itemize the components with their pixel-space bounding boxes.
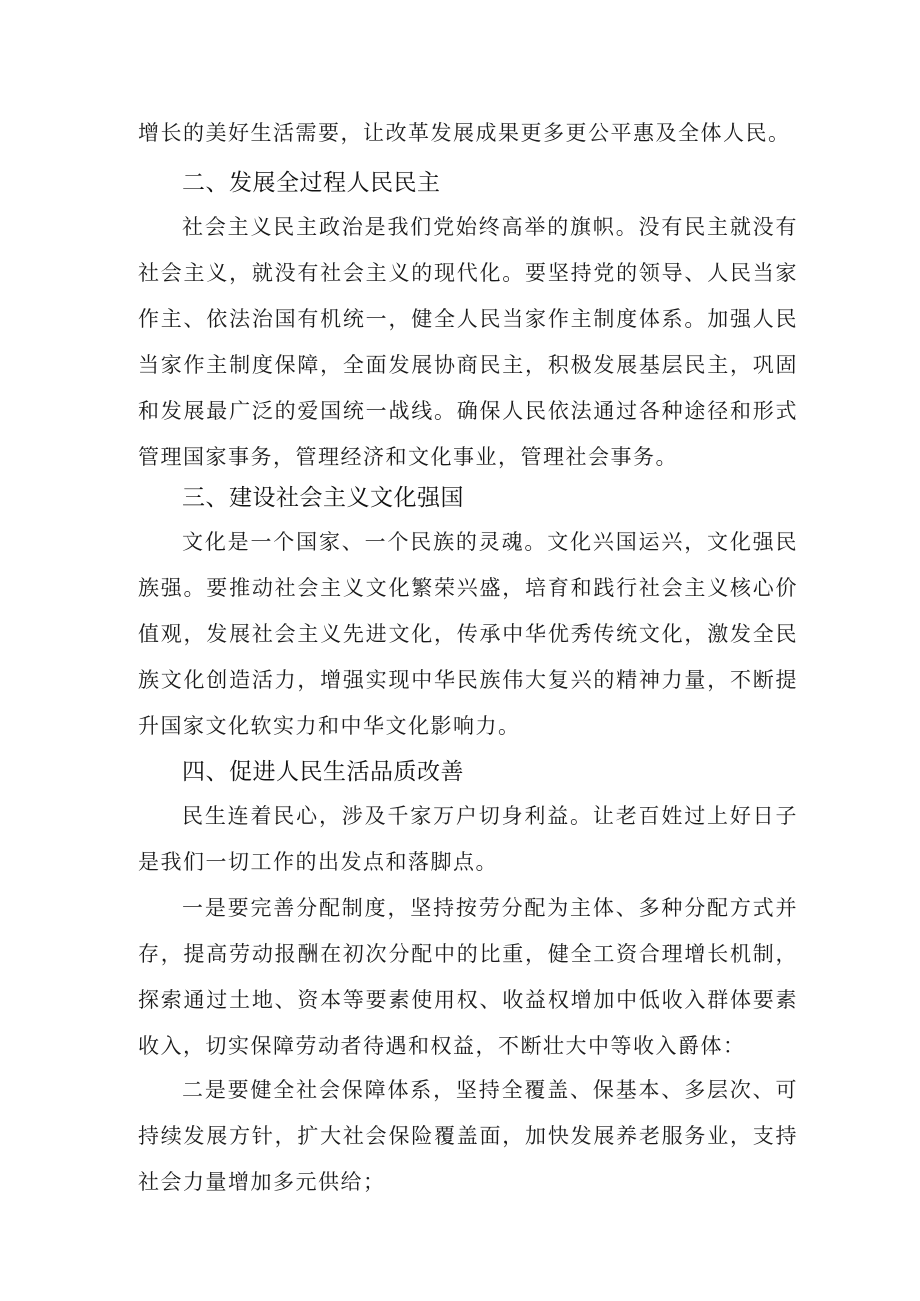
section-4-paragraph-1: 民生连着民心，涉及千家万户切身利益。让老百姓过上好日子是我们一切工作的出发点和落脚点。: [138, 804, 798, 874]
section-4-paragraph-2: 一是要完善分配制度，坚持按劳分配为主体、多种分配方式并存，提高劳动报酬在初次分配中的比重，健全工资合理增长机制，探索通过土地、资本等要素使用权、收益权增加中低收入群体要素收入，切实保障劳动者待遇和权益，不断壮大中等收入爵体：: [138, 896, 798, 1058]
section-2-paragraph: 社会主义民主政治是我们党始终高举的旗帜。没有民主就没有社会主义，就没有社会主义的现代化。要坚持党的领导、人民当家作主、依法治国有机统一，健全人民当家作主制度体系。加强人民当家作主制度保障，全面发展协商民主，积极发展基层民主，巩固和发展最广泛的爱国统一战线。确保人民依法通过各种途径和形式管理国家事务，管理经济和文化事业，管理社会事务。: [138, 215, 798, 469]
section-3-paragraph: 文化是一个国家、一个民族的灵魂。文化兴国运兴，文化强民族强。要推动社会主义文化繁荣兴盛，培育和践行社会主义核心价值观，发展社会主义先进文化，传承中华优秀传统文化，激发全民族文化创造活力，增强实现中华民族伟大复兴的精神力量，不断提升国家文化软实力和中华文化影响力。: [138, 530, 798, 738]
section-4-paragraph-3: 二是要健全社会保障体系，坚持全覆盖、保基本、多层次、可持续发展方针，扩大社会保险覆盖面，加快发展养老服务业，支持社会力量增加多元供给；: [138, 1078, 798, 1194]
section-heading-2: 二、发展全过程人民民主: [182, 170, 441, 196]
continuation-paragraph: 增长的美好生活需要，让改革发展成果更多更公平惠及全体人民。: [138, 121, 791, 145]
section-heading-3: 三、建设社会主义文化强国: [182, 485, 464, 511]
section-heading-4: 四、促进人民生活品质改善: [182, 759, 464, 785]
